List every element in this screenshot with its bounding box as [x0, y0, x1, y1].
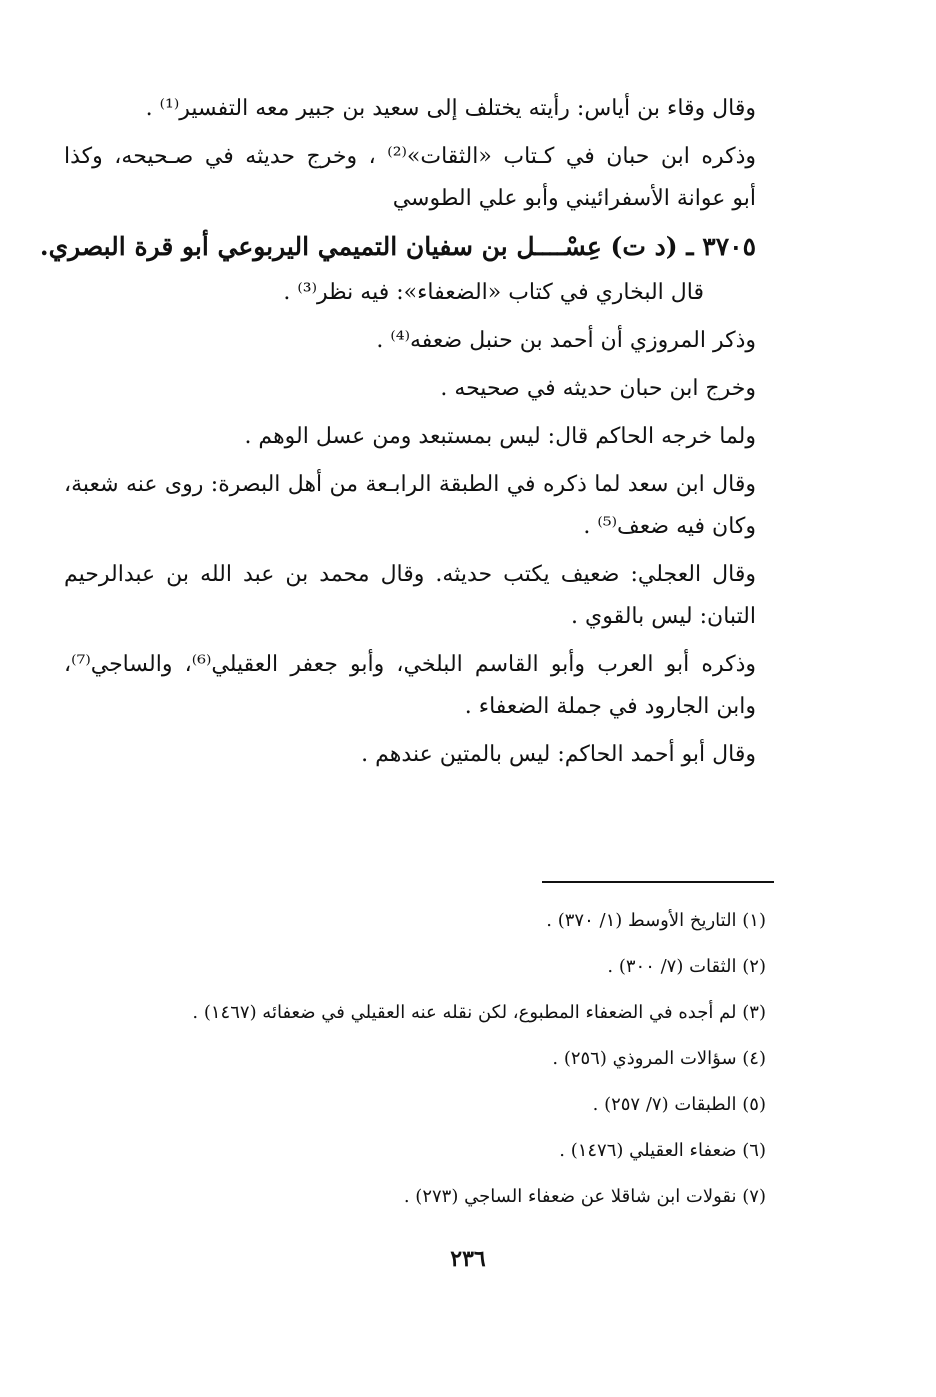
- text-line: وقال وقاء بن أياس: رأيته يختلف إلى سعيد بن جبير معه التفسير⁽¹⁾ .: [145, 96, 756, 121]
- page-number: ٢٣٦: [450, 1246, 486, 1272]
- footnote: (٥) الطبقات (٧/ ٢٥٧) .: [592, 1094, 766, 1115]
- text-line: وقال أبو أحمد الحاكم: ليس بالمتين عندهم .: [361, 742, 756, 767]
- paragraph-waqa: [64, 88, 756, 130]
- text-line: وخرج ابن حبان حديثه في صحيحه .: [440, 376, 756, 401]
- text-line: وقال العجلي: ضعيف يكتب حديثه. وقال محمد بن عبد الله بن عبدالرحيم: [64, 562, 756, 587]
- text-line: وابن الجارود في جملة الضعفاء .: [464, 694, 756, 719]
- footnote: (٦) ضعفاء العقيلي (١٤٧٦) .: [559, 1140, 766, 1161]
- footnote: (١) التاريخ الأوسط (١/ ٣٧٠) .: [546, 910, 766, 931]
- paragraph-marwazi: [64, 320, 756, 362]
- paragraph-bukhari: [64, 272, 756, 314]
- text-line: قال البخاري في كتاب «الضعفاء»: فيه نظر⁽³⁾ .: [283, 280, 704, 305]
- footnote: (٣) لم أجده في الضعفاء المطبوع، لكن نقله عنه العقيلي في ضعفائه (١٤٦٧) .: [192, 1002, 766, 1023]
- text-line: وكان فيه ضعف⁽⁵⁾ .: [583, 514, 756, 539]
- footnotes: [64, 898, 766, 1220]
- text-line: أبو عوانة الأسفرائيني وأبو علي الطوسي: [392, 186, 756, 211]
- footnote: (٧) نقولات ابن شاقلا عن ضعفاء الساجي (٢٧٣) .: [403, 1186, 766, 1207]
- text-line: وقال ابن سعد لما ذكره في الطبقة الرابـعة من أهل البصرة: روى عنه شعبة،: [64, 472, 756, 497]
- text-line: ولما خرجه الحاكم قال: ليس بمستبعد ومن عسل الوهم .: [244, 424, 756, 449]
- paragraph-ibn-hibban-sahih: [64, 368, 756, 410]
- entry-heading: ٣٧٠٥ ـ (د ت) عِسْــــل بن سفيان التميمي اليربوعي أبو قرة البصري.: [39, 232, 756, 261]
- text-line: وذكر المروزي أن أحمد بن حنبل ضعفه⁽⁴⁾ .: [376, 328, 756, 353]
- text-line: التبان: ليس بالقوي .: [571, 604, 756, 629]
- footnote: (٢) الثقات (٧/ ٣٠٠) .: [607, 956, 766, 977]
- paragraph-ibn-hibban-thiqat: [64, 136, 756, 220]
- paragraph-abu-al-arab: [64, 644, 756, 728]
- paragraph-abu-ahmad: [64, 734, 756, 776]
- paragraph-ijli: [64, 554, 756, 638]
- footnote: (٤) سؤالات المروذي (٢٥٦) .: [552, 1048, 766, 1069]
- text-line: وذكره أبو العرب وأبو القاسم البلخي، وأبو جعفر العقيلي⁽⁶⁾، والساجي⁽⁷⁾،: [64, 652, 756, 677]
- paragraph-hakim: [64, 416, 756, 458]
- footnote-divider: [542, 881, 774, 883]
- text-line: وذكره ابن حبان في كـتاب «الثقات»⁽²⁾ ، وخرج حديثه في صـحيحه، وكذا: [64, 144, 756, 169]
- body-text: [39, 88, 756, 782]
- paragraph-ibn-saad: [64, 464, 756, 548]
